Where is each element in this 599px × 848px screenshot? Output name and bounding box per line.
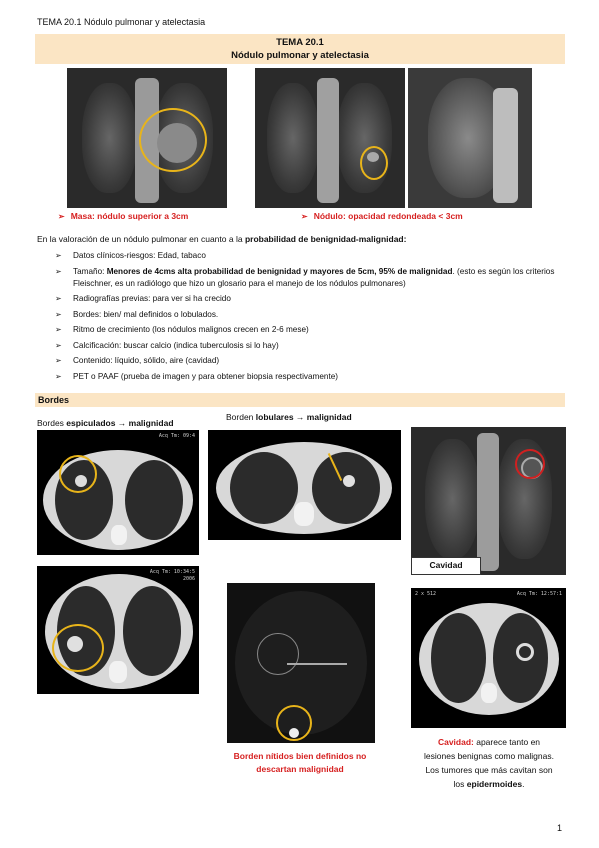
ct-lobular-image xyxy=(208,430,401,540)
arrow-bullet-icon: ➢ xyxy=(55,371,62,381)
list-item: ➢ Ritmo de crecimiento (los nódulos malignos crecen en 2-6 mese) xyxy=(55,325,309,334)
chest-xray-nodule-image xyxy=(255,68,405,208)
spiculated-mass-highlight-circle xyxy=(52,624,104,672)
arrow-bullet-icon: ➢ xyxy=(55,294,62,303)
list-item: ➢ Calcificación: buscar calcio (indica tuberculosis si lo hay) xyxy=(55,340,279,350)
intro-paragraph: En la valoración de un nódulo pulmonar en cuanto a la probabilidad de benignidad-malignidad: xyxy=(37,234,407,244)
evaluation-criteria-list xyxy=(55,250,567,386)
document-header: TEMA 20.1 Nódulo pulmonar y atelectasia xyxy=(37,17,206,27)
masa-caption: ➢ Masa: nódulo superior a 3cm xyxy=(58,211,189,221)
page-number: 1 xyxy=(557,823,563,833)
arrow-bullet-icon: ➢ xyxy=(55,356,62,365)
red-arrow-bullet-icon: ➢ xyxy=(58,212,65,221)
nodulo-caption: ➢ Nódulo: opacidad redondeada < 3cm xyxy=(301,211,463,221)
arrow-bullet-icon: ➢ xyxy=(55,309,62,319)
chest-xray-cavity-image xyxy=(411,427,566,575)
mass-highlight-circle xyxy=(139,108,207,172)
ct-overlay-text: 2006 xyxy=(182,576,195,582)
list-item: ➢ Datos clínicos-riesgos: Edad, tabaco xyxy=(55,251,206,260)
cavity-description: Cavidad: aparece tanto en lesiones benignas como malignas. Los tumores que más cavitan son los epidermoides. xyxy=(424,737,554,789)
espiculados-label: Bordes espiculados → malignidad xyxy=(37,418,174,428)
ct-well-defined-image xyxy=(227,583,375,743)
cavity-highlight-circle xyxy=(515,449,545,479)
ct-cavity-image xyxy=(411,588,566,728)
title-line-1: TEMA 20.1 xyxy=(276,37,324,48)
ct-spiculated-large-image xyxy=(37,566,199,694)
title-bar xyxy=(35,34,565,64)
lateral-chest-xray-image xyxy=(408,68,532,208)
red-arrow-bullet-icon: ➢ xyxy=(301,212,308,221)
list-item: ➢ PET o PAAF (prueba de imagen y para obtener biopsia respectivamente) xyxy=(55,371,339,381)
list-item: ➢ Radiografías previas: para ver si ha crecido xyxy=(55,294,231,303)
ct-spiculated-image xyxy=(37,430,199,555)
ct-overlay-text: 2 x 512 xyxy=(415,591,437,597)
nodule-highlight-circle xyxy=(360,146,388,180)
cavidad-label: Cavidad xyxy=(411,557,481,575)
list-item: ➢ Bordes: bien/ mal definidos o lobulados. xyxy=(55,309,219,319)
nitidos-caption: Borden nítidos bien definidos no descartan malignidad xyxy=(233,751,367,774)
arrow-bullet-icon: ➢ xyxy=(55,266,62,276)
well-defined-highlight-circle xyxy=(276,705,312,741)
arrow-bullet-icon: ➢ xyxy=(55,251,62,260)
chest-xray-mass-image xyxy=(67,68,227,208)
title-line-2: Nódulo pulmonar y atelectasia xyxy=(231,50,369,61)
spiculated-highlight-circle xyxy=(59,455,97,493)
list-item: ➢ Tamaño: Menores de 4cms alta probabilidad de benignidad y mayores de 5cm, 95% de malignidad. (esto es según los criterios Fleischner, es un radiólogo que hizo un glosario para el manejo de los nódulos pulmonares) xyxy=(55,266,555,288)
lobulares-label: Borden lobulares → malignidad xyxy=(226,412,352,422)
arrow-bullet-icon: ➢ xyxy=(55,325,62,334)
arrow-bullet-icon: ➢ xyxy=(55,340,62,350)
list-item: ➢ Contenido: líquido, sólido, aire (cavidad) xyxy=(55,356,220,365)
ct-overlay-text: Acq Tm: 10:34:5 xyxy=(149,569,195,575)
ct-overlay-text: Acq Tm: 09:4 xyxy=(158,433,195,439)
ct-overlay-text: Acq Tm: 12:57:1 xyxy=(516,591,562,597)
bordes-section-title: Bordes xyxy=(35,393,565,407)
